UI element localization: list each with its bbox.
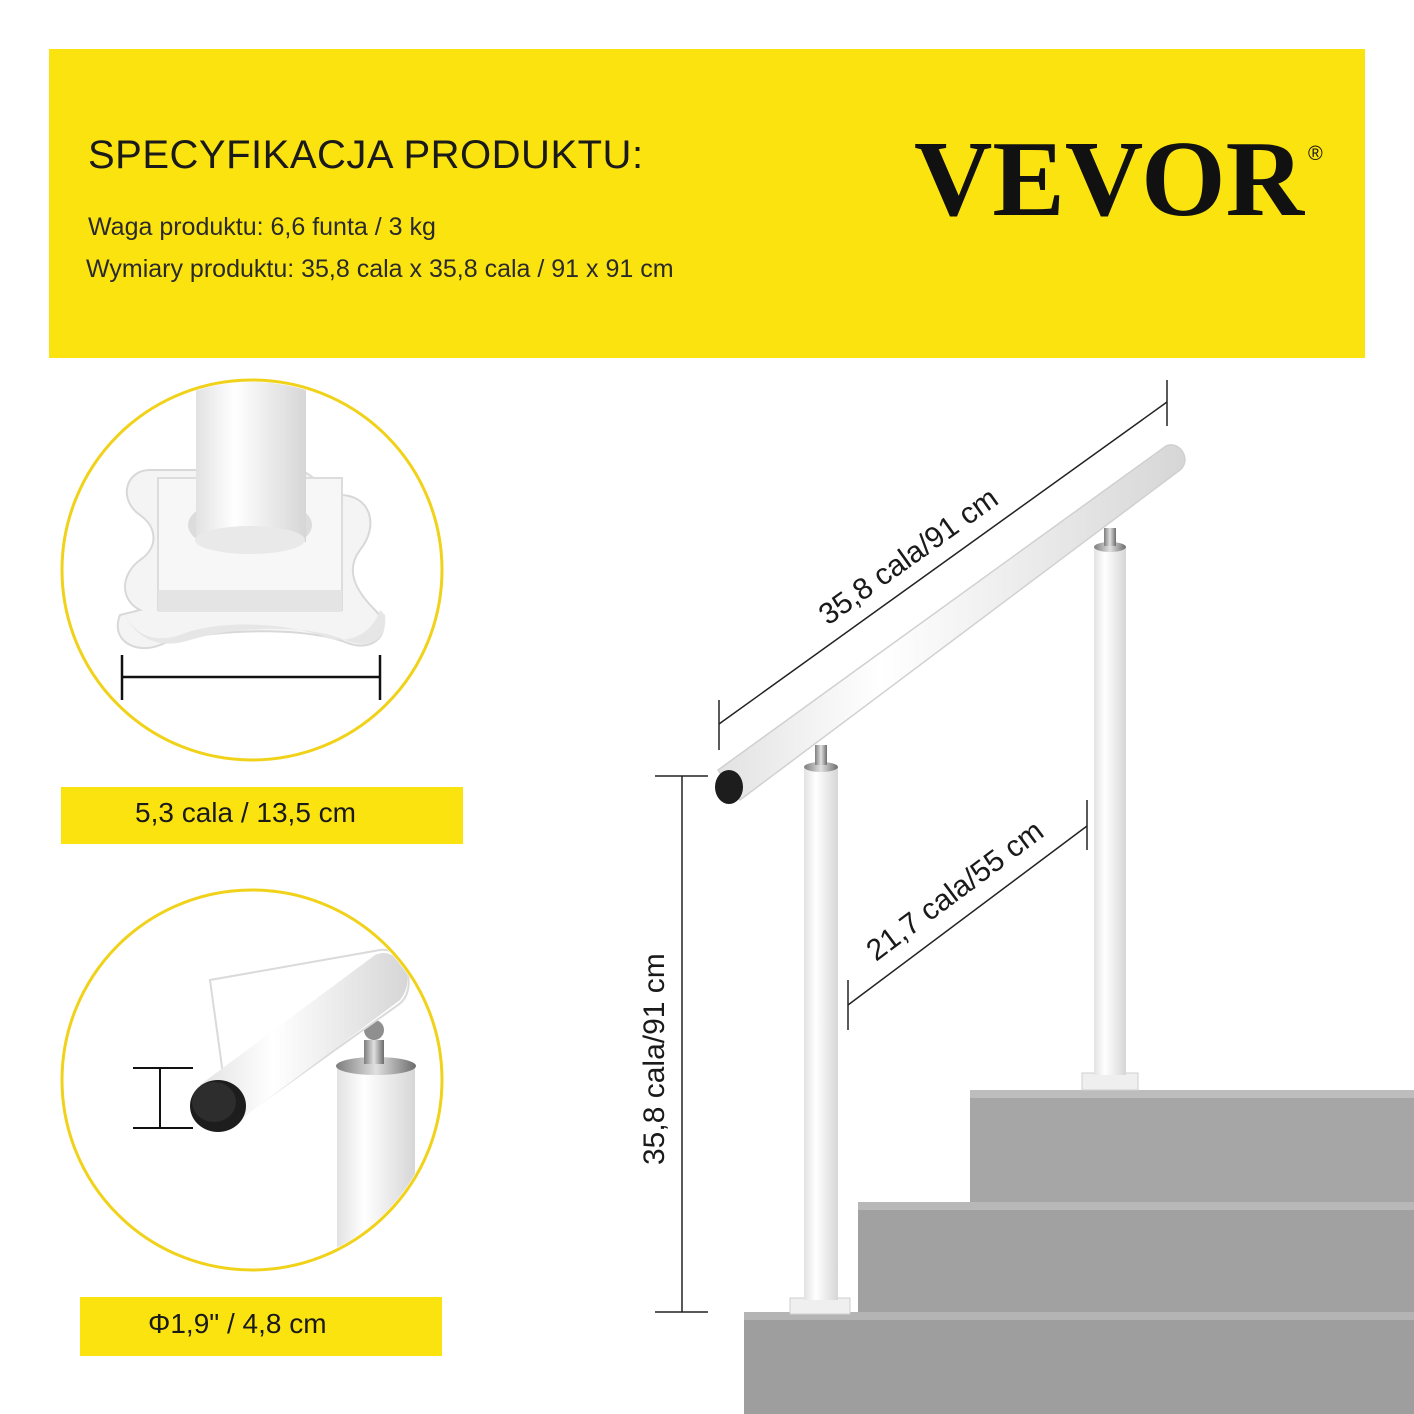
base-width-box xyxy=(61,787,463,844)
rail-length-label: 35,8 cala/91 cm xyxy=(812,481,1005,632)
tube-diameter-label: Φ1,9" / 4,8 cm xyxy=(148,1308,327,1339)
base-width-label: 5,3 cala / 13,5 cm xyxy=(135,797,357,828)
post-spacing-dimension xyxy=(848,800,1087,1030)
base-plate-detail xyxy=(62,370,442,760)
post-spacing-label: 21,7 cala/55 cm xyxy=(860,814,1050,968)
spec-title: SPECYFIKACJA PRODUKTU: xyxy=(88,133,644,177)
tube-diameter-box xyxy=(80,1297,442,1356)
tube-end-detail xyxy=(62,890,442,1285)
height-label: 35,8 cala/91 cm xyxy=(638,953,671,1165)
logo-text: VEVOR xyxy=(914,120,1305,230)
registered-mark: ® xyxy=(1308,143,1323,165)
stairs xyxy=(744,1090,1414,1414)
product-weight: Waga produktu: 6,6 funta / 3 kg xyxy=(88,213,436,241)
product-dimensions: Wymiary produktu: 35,8 cala x 35,8 cala / 91 x 91 cm xyxy=(86,255,674,283)
